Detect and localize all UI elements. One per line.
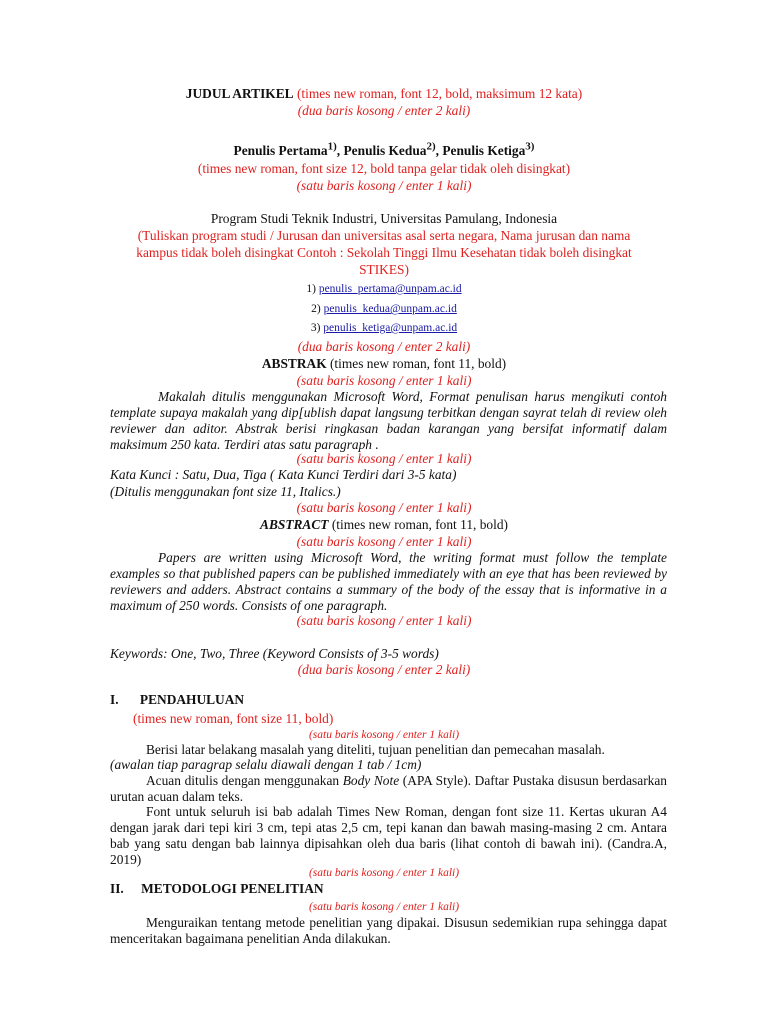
affiliation-note-2: kampus tidak boleh disingkat Contoh : Sekolah Tinggi Ilmu Kesehatan tidak boleh disingkat <box>136 245 632 260</box>
section-2-title: METODOLOGI PENELITIAN <box>141 881 324 896</box>
authors-line <box>0 140 768 159</box>
article-title: JUDUL ARTIKEL <box>185 86 294 101</box>
author-2-marker: 2) <box>426 140 436 153</box>
email-line-2 <box>0 301 768 317</box>
author-3-marker: 3) <box>525 140 535 153</box>
abstract-keywords-spacing: (dua baris kosong / enter 2 kali) <box>297 662 471 677</box>
section-1-spacing: (satu baris kosong / enter 1 kali) <box>308 729 460 741</box>
abstrak-body: Makalah ditulis menggunakan Microsoft Word, Format penulisan harus mengikuti contoh template supaya makalah yang dip[ublish dapat langsung terbitkan dengan sayrat telah di review oleh reviewer dan aditor. Abstrak berisi ringkasan badan karangan yang bersifat informatif dalam maksimum 250 kata. Terdiri atas satu paragraph . <box>110 389 667 452</box>
title-line <box>0 86 768 102</box>
author-3: Penulis Ketiga <box>442 143 526 158</box>
abstract-spacing-after: (satu baris kosong / enter 1 kali) <box>296 534 472 549</box>
abstrak-keywords: Kata Kunci : Satu, Dua, Tiga ( Kata Kunci Terdiri dari 3-5 kata) <box>110 467 457 482</box>
abstrak-keywords-note: (Ditulis menggunakan font size 11, Italics.) <box>110 484 341 499</box>
abstrak-spacing-before: (dua baris kosong / enter 2 kali) <box>297 339 471 354</box>
affiliation-note-3: STIKES) <box>359 262 409 277</box>
title-format-note: (times new roman, font 12, bold, maksimum 12 kata) <box>296 86 583 101</box>
section-1-paragraph-2-italic: Body Note <box>342 773 400 788</box>
abstrak-heading-note: (times new roman, font 11, bold) <box>326 356 507 371</box>
section-2-heading <box>110 881 324 897</box>
email-link-1[interactable]: penulis_pertama@unpam.ac.id <box>318 283 462 295</box>
email-link-2[interactable]: penulis_kedua@unpam.ac.id <box>323 303 457 315</box>
abstrak-heading: ABSTRAK <box>261 356 327 371</box>
section-1-paragraph-2-text: Acuan ditulis dengan menggunakan <box>146 773 343 788</box>
abstrak-spacing-after: (satu baris kosong / enter 1 kali) <box>296 373 472 388</box>
affiliation: Program Studi Teknik Industri, Universitas Pamulang, Indonesia <box>210 211 558 226</box>
author-separator: , <box>336 143 344 158</box>
section-1-paragraph-2 <box>110 773 667 805</box>
section-1-paragraph-1-note: (awalan tiap paragrap selalu diawali dengan 1 tab / 1cm) <box>110 757 422 772</box>
title-spacing-note: (dua baris kosong / enter 2 kali) <box>297 103 471 118</box>
affiliation-note-1: (Tuliskan program studi / Jurusan dan universitas asal serta negara, Nama jurusan dan nama <box>137 228 631 243</box>
email-link-3[interactable]: penulis_ketiga@unpam.ac.id <box>323 322 458 334</box>
author-1: Penulis Pertama <box>233 143 328 158</box>
email-marker: 2) <box>311 303 321 315</box>
section-1-spacing-end: (satu baris kosong / enter 1 kali) <box>308 867 460 879</box>
section-1-format-note: (times new roman, font size 11, bold) <box>133 711 334 726</box>
abstrak-keywords-spacing: (satu baris kosong / enter 1 kali) <box>296 500 472 515</box>
abstrak-spacing-end: (satu baris kosong / enter 1 kali) <box>296 451 472 466</box>
email-line-3 <box>0 320 768 336</box>
section-1-number: I. <box>110 692 119 707</box>
authors-format-note: (times new roman, font size 12, bold tanpa gelar tidak oleh disingkat) <box>197 161 571 176</box>
abstract-heading: ABSTRACT <box>260 517 329 532</box>
abstrak-heading-line <box>0 356 768 372</box>
abstract-keywords: Keywords: One, Two, Three (Keyword Consists of 3-5 words) <box>110 646 439 661</box>
abstract-body: Papers are written using Microsoft Word, the writing format must follow the template examples so that published papers can be published immediately with an eye that has been reviewed by reviewers and adders. Abstract contains a summary of the body of the essay that is informative in a maximum of 250 words. Consists of one paragraph. <box>110 550 667 613</box>
abstract-heading-note: (times new roman, font 11, bold) <box>328 517 508 532</box>
author-2: Penulis Kedua <box>343 143 427 158</box>
author-separator: , <box>435 143 443 158</box>
section-1-paragraph-1: Berisi latar belakang masalah yang diteliti, tujuan penelitian dan pemecahan masalah. <box>146 742 605 757</box>
section-2-spacing: (satu baris kosong / enter 1 kali) <box>308 901 460 913</box>
section-1-paragraph-3: Font untuk seluruh isi bab adalah Times New Roman, dengan font size 11. Kertas ukuran A4 dengan jarak dari tepi kiri 3 cm, tepi atas 2,5 cm, tepi kanan dan bawah masing-masing 2 cm. Antara bab yang satu dengan bab lainnya dipisahkan oleh dua baris (lihat contoh di bawah ini). (Candra.A, 2019) <box>110 804 667 867</box>
authors-spacing-note: (satu baris kosong / enter 1 kali) <box>296 178 472 193</box>
abstract-heading-line <box>0 517 768 533</box>
email-marker: 3) <box>310 322 321 334</box>
section-1-paragraph-2-rest: (APA Style). Daftar Pustaka disusun berdasarkan urutan acuan dalam teks. <box>110 773 667 804</box>
author-1-marker: 1) <box>327 140 337 153</box>
section-2-paragraph-1: Menguraikan tentang metode penelitian yang dipakai. Disusun sedemikian rupa sehingga dapat menceritakan bagaimana penelitian Anda dilakukan. <box>110 915 667 946</box>
section-2-number: II. <box>110 881 124 896</box>
email-marker: 1) <box>306 283 316 295</box>
section-1-title: PENDAHULUAN <box>139 692 245 707</box>
section-1-heading <box>110 692 244 708</box>
abstract-spacing-end: (satu baris kosong / enter 1 kali) <box>296 613 472 628</box>
email-line-1 <box>0 281 768 297</box>
